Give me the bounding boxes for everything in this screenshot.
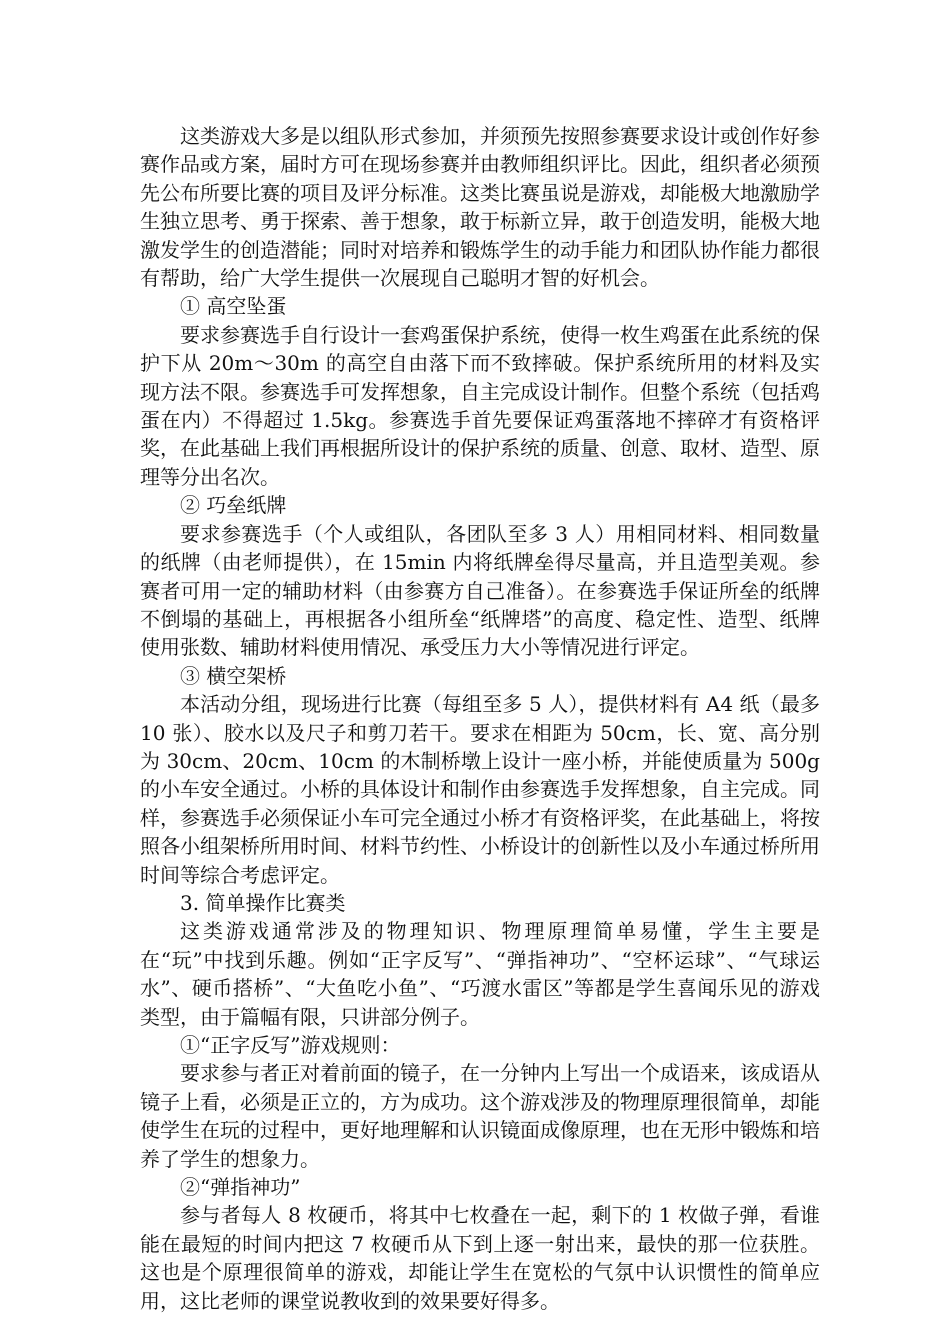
section-heading-egg-drop: ① 高空坠蛋 bbox=[180, 294, 287, 319]
bridge-building-paragraph: 本活动分组，现场进行比赛（每组至多 5 人），提供材料有 A4 纸（最多 10 张）、胶水以及尺子和剪刀若干。要求在相距为 50cm，长、宽、高分别为 30cm、20cm、10cm 的木制桥墩上设计一座小桥，并能使质量为 500g 的小车安全通过。小桥的具体设计和制作由参赛选手发挥想象，自主完成。同样，参赛选手必须保证小车可完全通过小桥才有资格评奖，在此基础上，将按照各小组架桥所用时间、材料节约性、小桥设计的创新性以及小车通过桥所用时间等综合考虑评定。 bbox=[140, 692, 820, 887]
mirror-writing-paragraph: 要求参与者正对着前面的镜子，在一分钟内上写出一个成语来，该成语从镜子上看，必须是正立的，方为成功。这个游戏涉及的物理原理很简单，却能使学生在玩的过程中，更好地理解和认识镜面成像原理，也在无形中锻炼和培养了学生的想象力。 bbox=[140, 1061, 820, 1171]
document-body bbox=[140, 122, 820, 1315]
section-heading-mirror-writing: ①“正字反写”游戏规则： bbox=[180, 1033, 401, 1057]
section-heading-card-stacking: ② 巧垒纸牌 bbox=[180, 493, 287, 518]
simple-operation-paragraph: 这类游戏通常涉及的物理知识、物理原理简单易懂，学生主要是在“玩”中找到乐趣。例如“正字反写”、“弹指神功”、“空杯运球”、“气球运水”、硬币搭桥”、“大鱼吃小鱼”、“巧渡水雷区”等都是学生喜闻乐见的游戏类型，由于篇幅有限，只讲部分例子。 bbox=[140, 919, 820, 1029]
card-stacking-paragraph: 要求参赛选手（个人或组队，各团队至多 3 人）用相同材料、相同数量的纸牌（由老师提供），在 15min 内将纸牌垒得尽量高，并且造型美观。参赛者可用一定的辅助材料（由参赛方自己准备）。在参赛选手保证所垒的纸牌不倒塌的基础上，再根据各小组所垒“纸牌塔”的高度、稳定性、造型、纸牌使用张数、辅助材料使用情况、承受压力大小等情况进行评定。 bbox=[140, 521, 820, 660]
section-heading-bridge-building: ③ 横空架桥 bbox=[180, 663, 287, 688]
section-heading-coin-flick: ②“弹指神功” bbox=[180, 1175, 301, 1200]
intro-paragraph: 这类游戏大多是以组队形式参加，并须预先按照参赛要求设计或创作好参赛作品或方案，届时方可在现场参赛并由教师组织评比。因此，组织者必须预先公布所要比赛的项目及评分标准。这类比赛虽说是游戏，却能极大地激励学生独立思考、勇于探索、善于想象，敢于标新立异，敢于创造发明，能极大地激发学生的创造潜能；同时对培养和锻炼学生的动手能力和团队协作能力都很有帮助，给广大学生提供一次展现自己聪明才智的好机会。 bbox=[140, 124, 820, 291]
section-heading-simple-operation: 3. 简单操作比赛类 bbox=[180, 890, 346, 915]
egg-drop-paragraph: 要求参赛选手自行设计一套鸡蛋保护系统，使得一枚生鸡蛋在此系统的保护下从 20m～30m 的高空自由落下而不致摔破。保护系统所用的材料及实现方法不限。参赛选手可发挥想象，自主完成设计制作。但整个系统（包括鸡蛋在内）不得超过 1.5kg。参赛选手首先要保证鸡蛋落地不摔碎才有资格评奖，在此基础上我们再根据所设计的保护系统的质量、创意、取材、造型、原理等分出名次。 bbox=[140, 322, 820, 489]
coin-flick-paragraph: 参与者每人 8 枚硬币，将其中七枚叠在一起，剩下的 1 枚做子弹，看谁能在最短的时间内把这 7 枚硬币从下到上逐一射出来，最快的那一位获胜。这也是个原理很简单的游戏，却能让学生在宽松的气氛中认识惯性的简单应用，这比老师的课堂说教收到的效果要好得多。 bbox=[140, 1203, 820, 1313]
